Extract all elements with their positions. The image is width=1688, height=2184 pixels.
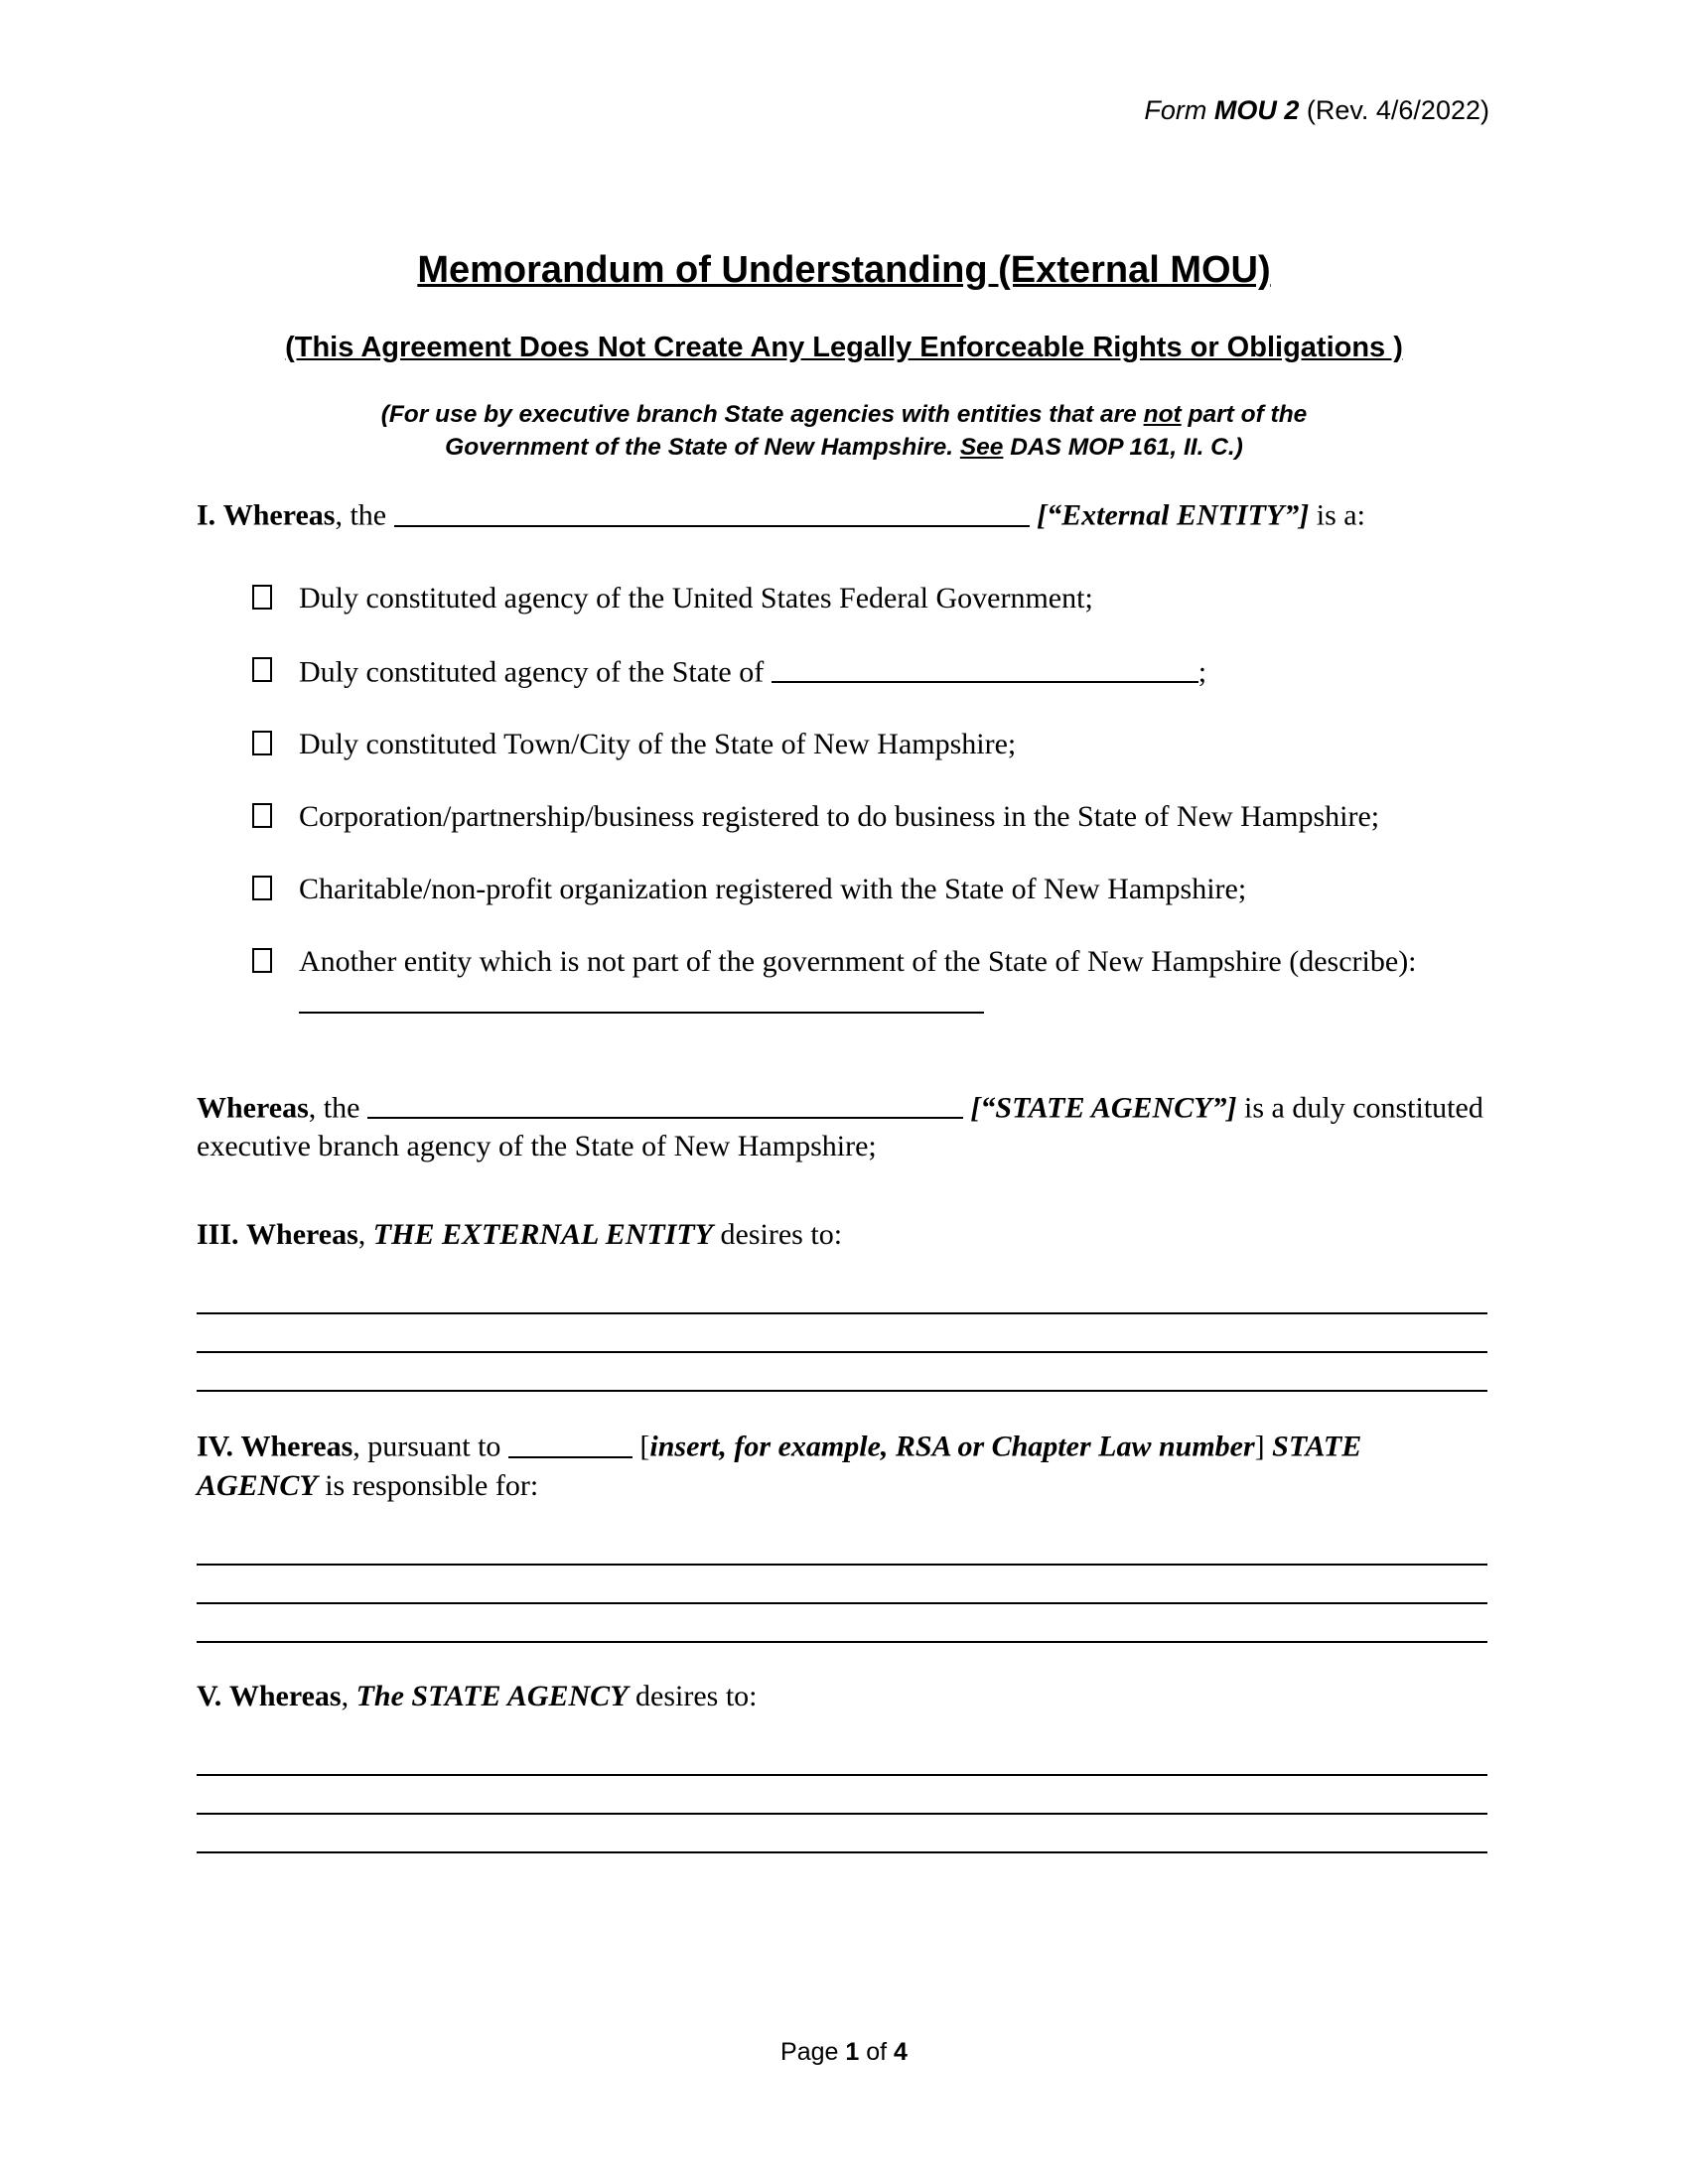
- section-four-whereas: Whereas: [240, 1430, 353, 1463]
- section-four-text-b: is responsible for:: [317, 1468, 539, 1502]
- answer-line[interactable]: [197, 1604, 1487, 1643]
- section-one-paragraph: [197, 494, 1487, 535]
- page-footer: [0, 2038, 1688, 2067]
- form-revision: (Rev. 4/6/2022): [1306, 95, 1489, 125]
- section-four-bracket-text: insert, for example, RSA or Chapter Law number: [649, 1430, 1255, 1463]
- section-one-bracket: [“External ENTITY”]: [1037, 498, 1310, 532]
- usage-note-line2-b: DAS MOP 161, II. C.): [1003, 433, 1243, 461]
- form-header: [1144, 95, 1489, 126]
- entity-option-label: Duly constituted agency of the State of: [299, 655, 765, 689]
- section-three-answer-area[interactable]: [197, 1276, 1487, 1392]
- section-three-text-a: ,: [357, 1218, 373, 1252]
- footer-page-word: Page: [780, 2038, 839, 2066]
- state-agency-name-field[interactable]: [367, 1087, 963, 1120]
- section-one-text-a: , the: [335, 498, 387, 532]
- entity-option-label: Another entity which is not part of the government of the State of New Hampshire (describe):: [299, 945, 1417, 979]
- footer-total-pages: 4: [894, 2038, 908, 2066]
- checkbox-town-city[interactable]: [252, 731, 272, 755]
- section-four-bracket-close: ]: [1254, 1430, 1265, 1463]
- section-four-text-a: , pursuant to: [352, 1430, 501, 1463]
- list-item[interactable]: [252, 870, 1487, 908]
- entity-type-checklist: [197, 579, 1487, 1022]
- spacer: [197, 1392, 1487, 1426]
- section-three-whereas: Whereas: [246, 1218, 358, 1252]
- list-item[interactable]: [252, 725, 1487, 763]
- document-body: [197, 494, 1487, 1853]
- usage-note-line2: [197, 431, 1491, 464]
- checkbox-federal-agency[interactable]: [252, 585, 272, 610]
- title-block: [197, 248, 1491, 464]
- answer-line[interactable]: [197, 1527, 1487, 1566]
- section-one-numeral: I.: [197, 498, 216, 532]
- answer-line[interactable]: [197, 1276, 1487, 1314]
- answer-line[interactable]: [197, 1353, 1487, 1392]
- spacer: [197, 1165, 1487, 1215]
- usage-note: [197, 398, 1491, 464]
- section-five-whereas: Whereas: [228, 1679, 342, 1712]
- page-title: Memorandum of Understanding (External MOU): [417, 249, 1271, 291]
- list-item[interactable]: [252, 651, 1487, 692]
- usage-note-line2-a: Government of the State of New Hampshire.: [445, 433, 960, 461]
- section-five-numeral: V.: [197, 1679, 222, 1712]
- other-entity-describe-field[interactable]: [299, 981, 984, 1014]
- state-agency-whereas: Whereas: [197, 1091, 309, 1125]
- usage-note-line2-underlined: See: [959, 433, 1004, 461]
- section-one-text-b: is a:: [1309, 498, 1365, 532]
- section-four-numeral: IV.: [197, 1430, 233, 1463]
- checkbox-corporation[interactable]: [252, 803, 272, 828]
- state-name-field[interactable]: [772, 651, 1198, 684]
- spacer: [197, 1022, 1487, 1087]
- footer-page-number: 1: [845, 2038, 860, 2066]
- checkbox-other-entity[interactable]: [252, 948, 272, 973]
- checkbox-state-agency[interactable]: [252, 657, 272, 682]
- state-agency-paragraph: [197, 1087, 1487, 1166]
- section-four-emphasis: STATE AGENCY: [197, 1430, 1362, 1502]
- section-five-text-a: ,: [341, 1679, 356, 1712]
- statutory-authority-field[interactable]: [508, 1426, 633, 1458]
- section-five-answer-area[interactable]: [197, 1737, 1487, 1853]
- state-agency-bracket: [“STATE AGENCY”]: [970, 1091, 1237, 1125]
- form-name: MOU 2: [1213, 95, 1300, 125]
- answer-line[interactable]: [197, 1776, 1487, 1815]
- section-four-bracket-open: [: [639, 1430, 650, 1463]
- section-five-emphasis: The STATE AGENCY: [355, 1679, 629, 1712]
- spacer: [197, 1643, 1487, 1677]
- list-item[interactable]: [252, 942, 1487, 1022]
- section-one-whereas: Whereas: [222, 498, 336, 532]
- footer-of-word: of: [866, 2038, 888, 2066]
- state-agency-text-b: is a duly constituted executive branch agency of the State of New Hampshire;: [197, 1091, 1483, 1163]
- section-three-paragraph: [197, 1215, 1487, 1254]
- form-label: Form: [1144, 95, 1207, 125]
- answer-line[interactable]: [197, 1314, 1487, 1353]
- usage-note-line1-a: (For use by executive branch State agencies with entities that are: [380, 400, 1144, 428]
- usage-note-line1-b: part of the: [1181, 400, 1308, 428]
- answer-line[interactable]: [197, 1737, 1487, 1776]
- state-agency-text-a: , the: [308, 1091, 360, 1125]
- external-entity-name-field[interactable]: [394, 494, 1030, 527]
- list-item[interactable]: [252, 797, 1487, 836]
- page-subtitle: (This Agreement Does Not Create Any Legally Enforceable Rights or Obligations ): [285, 331, 1403, 363]
- entity-option-label: Duly constituted agency of the United States Federal Government;: [299, 581, 1093, 614]
- answer-line[interactable]: [197, 1566, 1487, 1604]
- list-item[interactable]: [252, 579, 1487, 617]
- usage-note-line1-underlined: not: [1143, 400, 1182, 428]
- section-three-numeral: III.: [197, 1218, 239, 1252]
- answer-line[interactable]: [197, 1815, 1487, 1853]
- section-five-paragraph: [197, 1677, 1487, 1715]
- checkbox-charitable[interactable]: [252, 876, 272, 900]
- section-three-text-b: desires to:: [713, 1218, 843, 1252]
- entity-option-label-suffix: ;: [1197, 655, 1207, 689]
- section-five-text-b: desires to:: [628, 1679, 758, 1712]
- section-four-paragraph: [197, 1426, 1487, 1505]
- entity-option-label: Charitable/non-profit organization registered with the State of New Hampshire;: [299, 873, 1247, 906]
- entity-option-label: Corporation/partnership/business registered to do business in the State of New Hampshire;: [299, 800, 1380, 834]
- section-three-emphasis: THE EXTERNAL ENTITY: [372, 1218, 714, 1252]
- entity-option-label: Duly constituted Town/City of the State of New Hampshire;: [299, 728, 1017, 761]
- section-four-answer-area[interactable]: [197, 1527, 1487, 1643]
